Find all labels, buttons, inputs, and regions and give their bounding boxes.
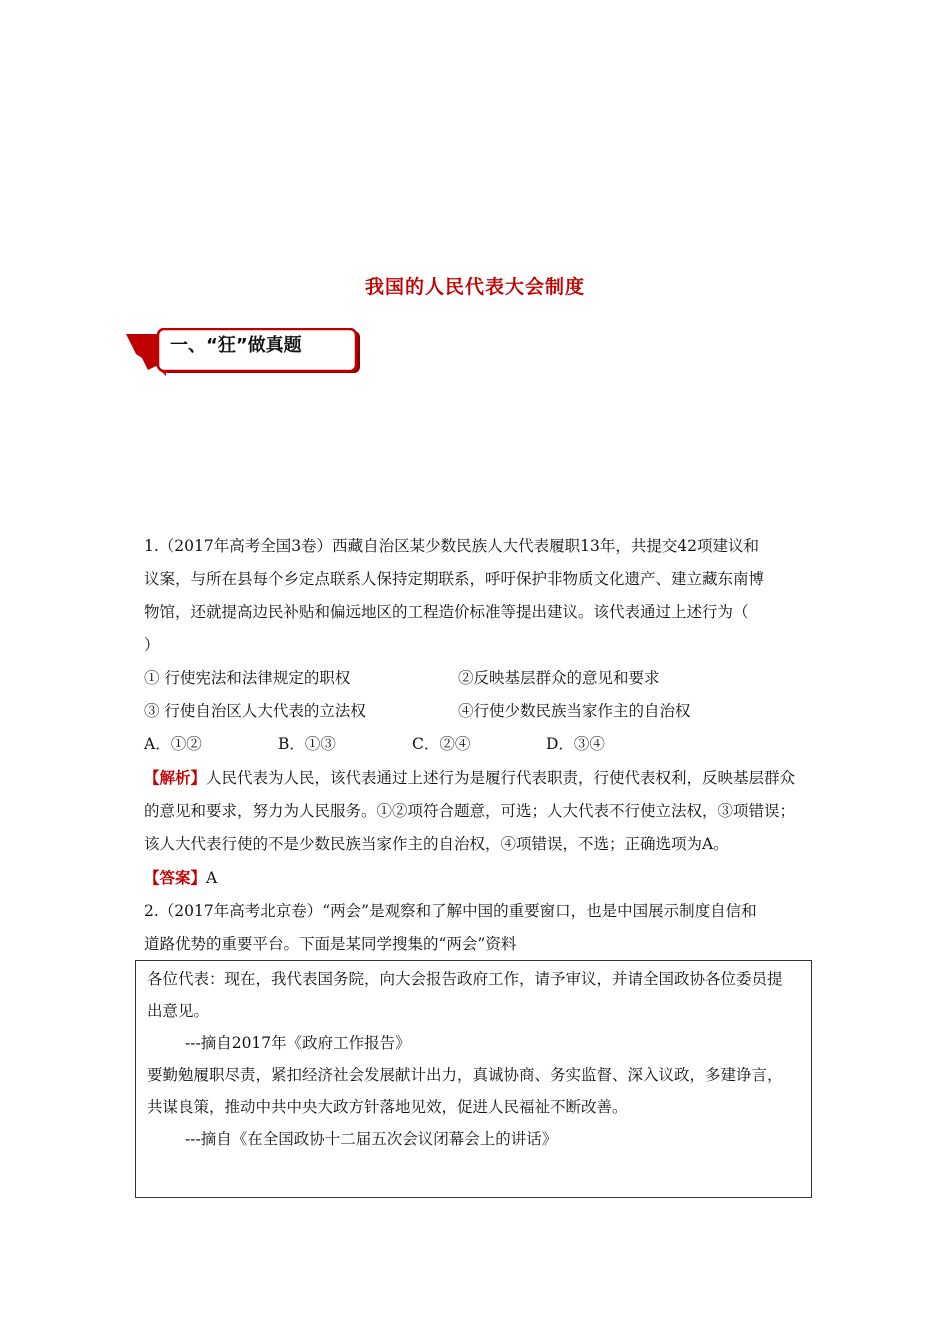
- quote-line: 出意见。: [147, 1002, 210, 1020]
- q1-option: ②反映基层群众的意见和要求: [458, 669, 660, 687]
- answer-value: A: [206, 869, 218, 887]
- q1-option-row: [144, 662, 812, 695]
- q1-answer-choices: [144, 728, 812, 761]
- quote-line: 共谋良策，推动中共中央大政方针落地见效，促进人民福祉不断改善。: [147, 1098, 628, 1116]
- answer-choice-c: C．②④: [412, 735, 471, 753]
- q1-line: ）: [144, 636, 160, 654]
- quote-line: 各位代表：现在，我代表国务院，向大会报告政府工作，请予审议，并请全国政协各位委员提: [147, 970, 783, 988]
- section-label: 一、“狂”做真题: [170, 335, 302, 356]
- analysis-tag: 【解析】: [144, 768, 207, 787]
- q2-line: 2.（2017年高考北京卷）“两会”是观察和了解中国的重要窗口，也是中国展示制度自信和: [144, 902, 757, 920]
- q1-option: ④行使少数民族当家作主的自治权: [458, 702, 691, 720]
- material-quote-box: [135, 960, 812, 1198]
- analysis-text: 人民代表为人民，该代表通过上述行为是履行代表职责，行使代表权利，反映基层群众: [206, 769, 796, 787]
- answer-tag: 【答案】: [144, 868, 207, 887]
- quote-source: ---摘自《在全国政协十二届五次会议闭幕会上的讲话》: [185, 1130, 558, 1148]
- analysis-paragraph: [144, 761, 812, 795]
- analysis-text: 的意见和要求，努力为人民服务。①②项符合题意，可选；人大代表不行使立法权，③项错误；: [144, 802, 796, 820]
- q1-line: 1.（2017年高考全国3卷）西藏自治区某少数民族人大代表履职13年，共提交42项建议和: [144, 537, 760, 555]
- quote-line: 要勤勉履职尽责，紧扣经济社会发展献计出力，真诚协商、务实监督、深入议政，多建诤言，: [147, 1066, 783, 1084]
- q1-option: ① 行使宪法和法律规定的职权: [144, 669, 351, 687]
- page-title: 我国的人民代表大会制度: [364, 276, 585, 298]
- answer-paragraph: [144, 861, 812, 895]
- answer-choice-a: A．①②: [144, 735, 202, 753]
- section-banner: [122, 328, 362, 378]
- q1-line: 议案，与所在县每个乡定点联系人保持定期联系，呼吁保护非物质文化遗产、建立藏东南博: [144, 570, 765, 588]
- q1-option-row: [144, 695, 812, 728]
- quote-source: ---摘自2017年《政府工作报告》: [185, 1034, 411, 1052]
- q1-option: ③ 行使自治区人大代表的立法权: [144, 702, 366, 720]
- answer-choice-b: B．①③: [278, 735, 336, 753]
- question-content: [144, 530, 812, 961]
- answer-choice-d: D．③④: [546, 735, 605, 753]
- q1-line: 物馆，还就提高边民补贴和偏远地区的工程造价标准等提出建议。该代表通过上述行为（: [144, 603, 749, 621]
- analysis-text: 该人大代表行使的不是少数民族当家作主的自治权，④项错误，不选；正确选项为A。: [144, 835, 729, 853]
- q2-line: 道路优势的重要平台。下面是某同学搜集的“两会”资料: [144, 935, 517, 953]
